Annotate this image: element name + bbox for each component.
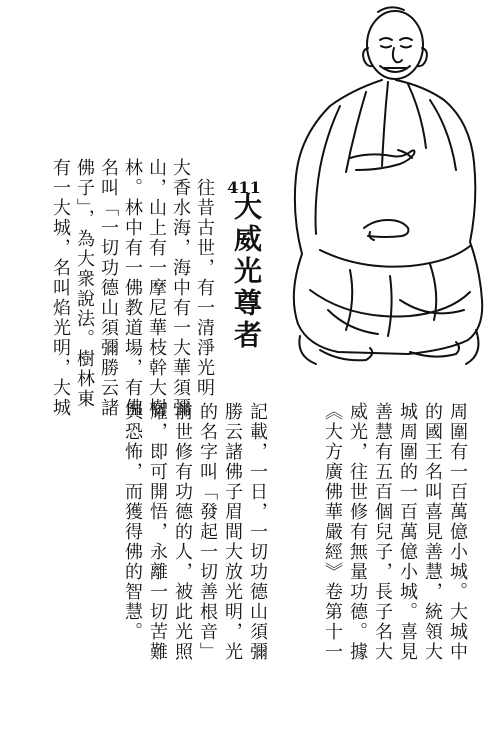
lower-text-column-4: 善慧有五百個兒子，長子名大 [372, 402, 393, 662]
entry-number: 411 [227, 178, 261, 197]
upper-text-column-3: 山，山上有一摩尼華枝幹大樹 [146, 158, 167, 418]
lower-text-column-9: 的名字叫「發起一切善根音」 [197, 402, 218, 662]
lower-text-column-3: 城周圍的一百萬億小城。喜見 [397, 402, 418, 662]
upper-text-column-4: 林。林中有一佛教道場，有佛 [122, 158, 143, 418]
lower-text-column-8: 勝云諸佛子眉間大放光明，光 [222, 402, 243, 662]
lower-text-column-6: 《大方廣佛華嚴經》卷第十一 [322, 402, 343, 662]
entry-title: 大威光尊者 [230, 192, 263, 352]
upper-text-column-7: 有一大城，名叫焰光明，大城 [50, 158, 71, 418]
lower-text-column-11: 耀，即可開悟，永離一切苦難 [147, 402, 168, 662]
lower-text-column-10: 前世修有功德的人，被此光照 [172, 402, 193, 662]
lower-text-column-12: 與恐怖，而獲得佛的智慧。 [122, 402, 143, 642]
lower-text-column-5: 威光，往世修有無量功德。據 [347, 402, 368, 662]
upper-text-column-2: 大香水海，海中有一大華須彌 [170, 158, 191, 418]
lower-text-column-7: 記載，一日，一切功德山須彌 [247, 402, 268, 662]
lower-text-column-2: 的國王名叫喜見善慧，統領大 [422, 402, 443, 662]
arhat-illustration [280, 0, 500, 385]
upper-text-column-6: 佛子」，為大衆說法。樹林東 [74, 158, 95, 409]
lower-text-column-1: 周圍有一百萬億小城。大城中 [447, 402, 468, 662]
upper-text-column-1: 往昔古世，有一清淨光明 [194, 178, 215, 398]
upper-text-column-5: 名叫「一切功德山須彌勝云諸 [98, 158, 119, 418]
